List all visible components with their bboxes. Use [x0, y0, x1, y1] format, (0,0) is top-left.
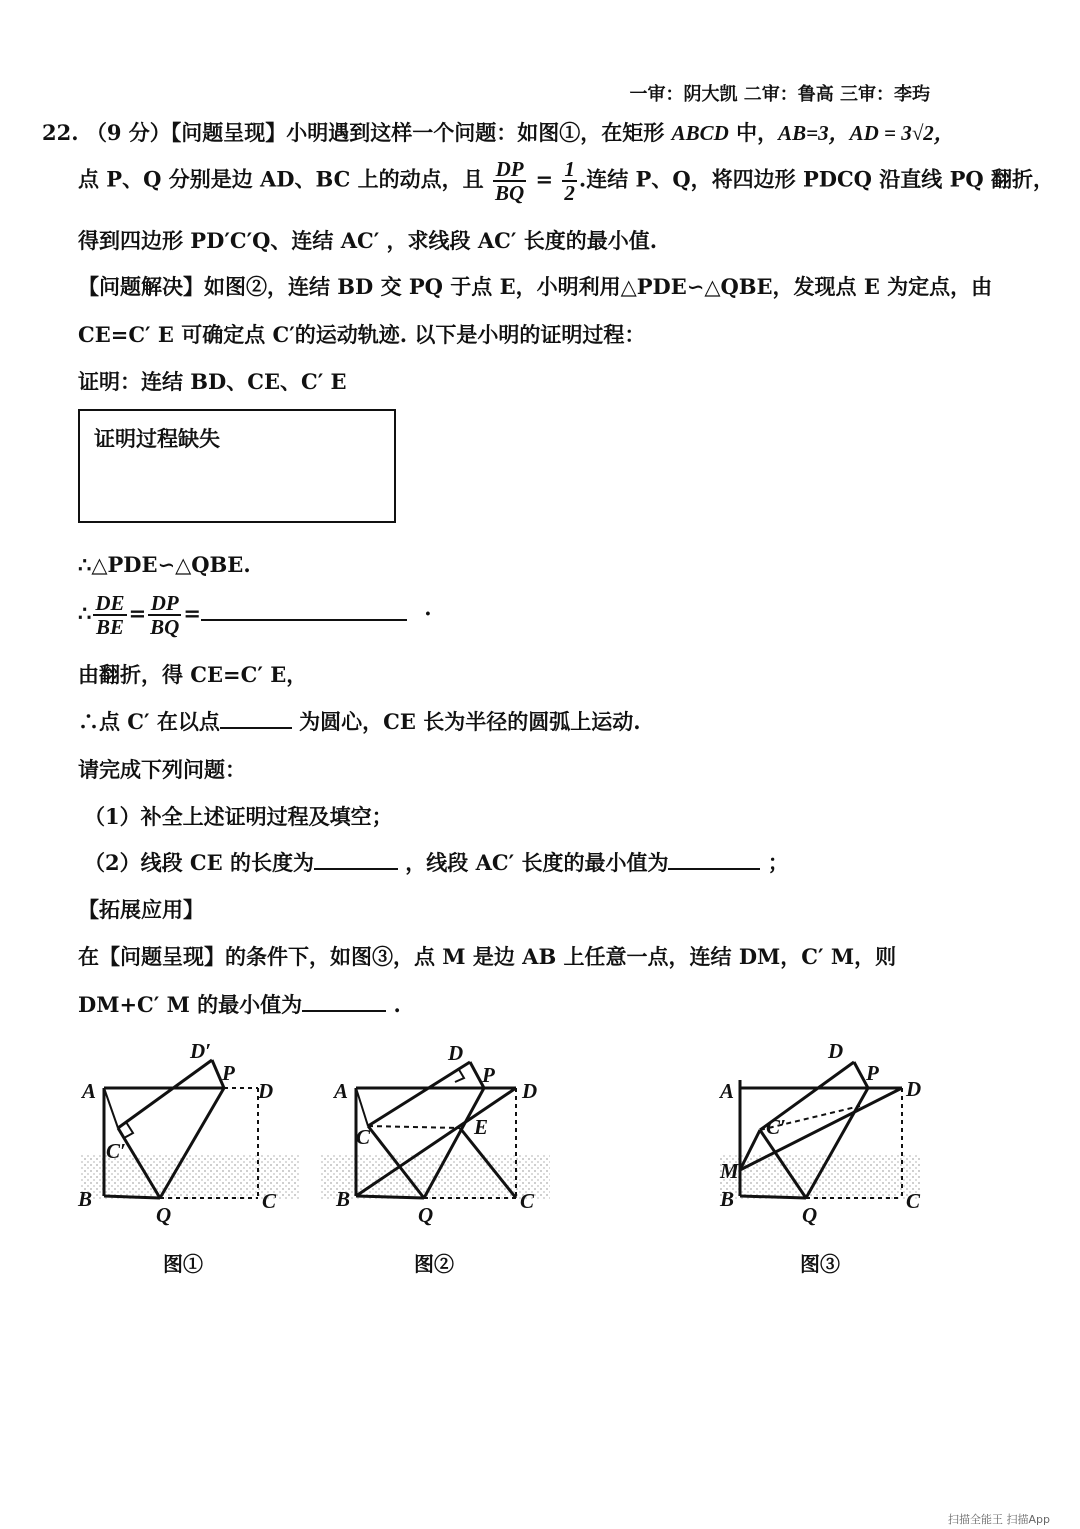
fig3-label-dprime: D [828, 1039, 844, 1063]
fig3-label-cprime: C′ [766, 1115, 786, 1139]
equals-sign-2: = [128, 600, 147, 626]
fig3-label-c: C [906, 1189, 921, 1213]
circle-text-b: 为圆心，CE 长为半径的圆弧上运动. [291, 709, 641, 734]
fig1-label-p: P [222, 1061, 235, 1085]
frac3-den: BQ [150, 615, 180, 640]
half-den: 2 [564, 181, 575, 206]
q2-text-a: （2）线段 CE 的长度为 [84, 850, 314, 875]
fig3-label-b: B [720, 1187, 735, 1211]
fig2-label-cprime: C [356, 1125, 371, 1149]
fig2-label-p: P [482, 1063, 495, 1087]
q2-text-c: ； [760, 850, 789, 875]
line2-text-b: .连结 P、Q，将四边形 PDCQ 沿直线 PQ 翻折， [578, 166, 1054, 192]
fig3-label-a: A [720, 1079, 735, 1103]
similar-line: ∴△PDE∽△QBE. [78, 552, 251, 577]
question-number: 22. [42, 120, 79, 145]
equals-sign: = [535, 166, 554, 192]
complete-line: 请完成下列问题： [78, 757, 246, 782]
therefore-symbol: ∴ [78, 600, 92, 626]
q1-line: （1）补全上述证明过程及填空； [84, 804, 393, 829]
side-lengths: AB=3，AD = 3√2， [778, 121, 955, 145]
fig3-label-m: M [720, 1159, 739, 1183]
reviewer-credits: 一审：阴大凯 二审：鲁高 三审：李玙 [629, 84, 930, 105]
equals-sign-3: = [183, 600, 201, 626]
circle-text-a: ∴点 C′ 在以点 [78, 709, 220, 734]
fig2-label-q: Q [418, 1203, 434, 1227]
frac3-num: DP [148, 592, 181, 616]
fig3-label-q: Q [802, 1203, 818, 1227]
ext2-text-b: . [386, 992, 401, 1017]
fold-line: 由翻折，得 CE=C′ E， [78, 662, 308, 687]
fig1-label-q: Q [156, 1203, 172, 1227]
line2-text-a: 点 P、Q 分别是边 AD、BC 上的动点，且 [78, 166, 484, 192]
fig2-label-dprime: D [448, 1041, 464, 1065]
section-solution: 【问题解决】 [78, 274, 204, 299]
fig3-label-d: D [906, 1077, 922, 1101]
frac2-num: DE [95, 591, 125, 615]
fig1-label-dprime: D′ [190, 1039, 212, 1063]
fig1-label-b: B [78, 1187, 93, 1211]
intro-text: 小明遇到这样一个问题：如图①，在矩形 [286, 120, 665, 145]
fig2-label-b: B [336, 1187, 351, 1211]
fig3-label-p: P [866, 1061, 879, 1085]
section-extension: 【拓展应用】 [78, 897, 204, 922]
q2-text-b: ，线段 AC′ 长度的最小值为 [397, 850, 669, 875]
fig1-label-c: C [262, 1189, 277, 1213]
half-num: 1 [564, 157, 575, 181]
ext-line-1: 在【问题呈现】的条件下，如图③，点 M 是边 AB 上任意一点，连结 DM，C′ M，则 [78, 944, 897, 969]
caption-fig3: 图③ [800, 1252, 840, 1276]
trailing-dot: · [424, 600, 432, 626]
fig2-label-a: A [334, 1079, 349, 1103]
frac1-den: BQ [495, 181, 525, 206]
question-line-5: CE=C′ E 可确定点 C′的运动轨迹. 以下是小明的证明过程： [78, 322, 646, 347]
fig2-label-d: D [522, 1079, 538, 1103]
question-score: （9 分） [85, 120, 171, 145]
scanner-watermark: 扫描全能王 扫描App [948, 1513, 1050, 1526]
fig2-label-e: E [474, 1115, 489, 1139]
ext2-text-a: DM+C′ M 的最小值为 [78, 992, 303, 1017]
fig1-label-cprime: C′ [106, 1139, 126, 1163]
proof-start: 证明：连结 BD、CE、C′ E [78, 369, 347, 394]
missing-proof-text: 证明过程缺失 [94, 426, 220, 451]
fig1-label-a: A [82, 1079, 97, 1103]
zhong-text: 中， [728, 120, 779, 145]
frac1-num: DP [493, 158, 526, 182]
question-line-3: 得到四边形 PD′C′Q、连结 AC′ ，求线段 AC′ 长度的最小值. [78, 228, 658, 253]
fig1-label-d: D [258, 1079, 274, 1103]
rect-name: ABCD [671, 121, 729, 145]
line4-text: 如图②，连结 BD 交 PQ 于点 E，小明利用△PDE∽△QBE，发现点 E 为定点，由 [204, 274, 993, 299]
fig2-label-c: C [520, 1189, 535, 1213]
caption-fig2: 图② [414, 1252, 454, 1276]
caption-fig1: 图① [163, 1252, 203, 1276]
section-problem: 【问题呈现】 [170, 120, 287, 145]
frac2-den: BE [95, 615, 124, 640]
